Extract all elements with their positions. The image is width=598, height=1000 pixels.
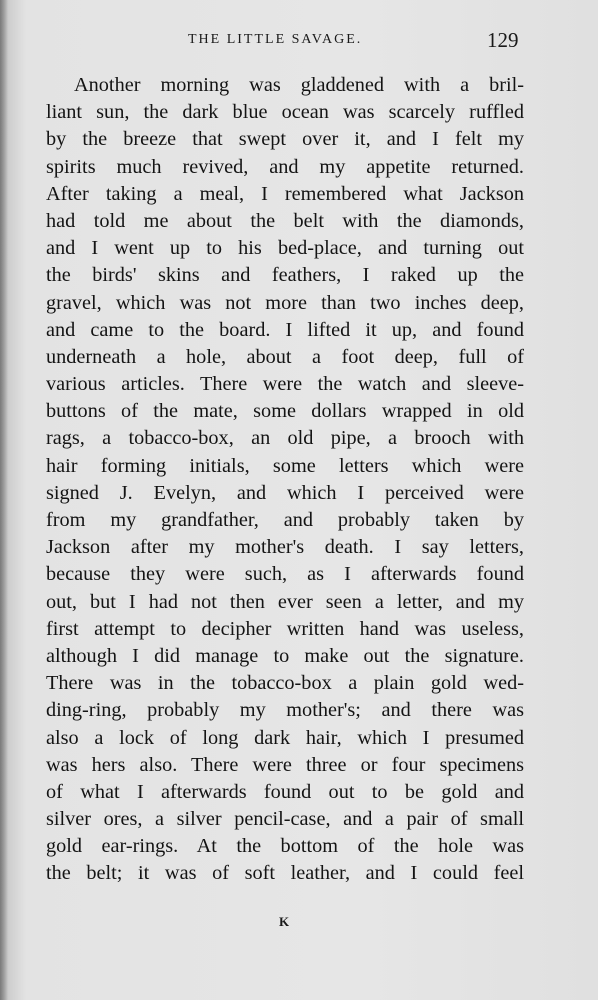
body-paragraph	[46, 72, 524, 888]
text-line: After taking a meal, I remembered what Jackson	[46, 182, 524, 205]
text-line: various articles. There were the watch and sleeve-	[46, 373, 524, 396]
text-line: the belt; it was of soft leather, and I could feel	[46, 862, 524, 885]
text-line: also a lock of long dark hair, which I presumed	[46, 726, 524, 749]
text-line: liant sun, the dark blue ocean was scarcely ruffled	[46, 101, 524, 124]
text-line: from my grandfather, and probably taken by	[46, 509, 524, 531]
text-line: and came to the board. I lifted it up, and found	[46, 318, 524, 341]
text-line: by the breeze that swept over it, and I felt my	[46, 128, 524, 151]
text-line: first attempt to decipher written hand was useless,	[46, 617, 524, 640]
text-line: spirits much revived, and my appetite returned.	[46, 155, 524, 178]
gutter-shadow	[0, 0, 8, 1000]
text-line: because they were such, as I afterwards found	[46, 563, 524, 586]
text-line: rags, a tobacco-box, an old pipe, a brooch with	[46, 427, 524, 450]
text-line: gold ear-rings. At the bottom of the hole was	[46, 835, 524, 858]
text-line: was hers also. There were three or four specimens	[46, 753, 524, 776]
text-line: although I did manage to make out the signature.	[46, 644, 524, 667]
text-line: Jackson after my mother's death. I say letters,	[46, 536, 524, 559]
text-line: the birds' skins and feathers, I raked up the	[46, 264, 524, 287]
text-line: signed J. Evelyn, and which I perceived were	[46, 481, 524, 504]
text-line: had told me about the belt with the diamonds,	[46, 209, 524, 232]
page-number: 129	[487, 28, 519, 52]
running-title: THE LITTLE SAVAGE.	[188, 32, 363, 47]
text-line: out, but I had not then ever seen a letter, and my	[46, 590, 524, 613]
text-line: and I went up to his bed-place, and turning out	[46, 237, 524, 260]
signature-mark: K	[279, 914, 290, 929]
text-line: buttons of the mate, some dollars wrapped in old	[46, 400, 524, 423]
text-line: hair forming initials, some letters which were	[46, 454, 524, 477]
text-line: of what I afterwards found out to be gold and	[46, 780, 524, 803]
text-line: Another morning was gladdened with a bril-	[74, 74, 524, 96]
page-header	[0, 28, 598, 54]
text-line: underneath a hole, about a foot deep, full of	[46, 345, 524, 368]
text-line: There was in the tobacco-box a plain gold wed-	[46, 672, 524, 695]
text-line: silver ores, a silver pencil-case, and a pair of small	[46, 808, 524, 831]
text-line: gravel, which was not more than two inches deep,	[46, 291, 524, 314]
text-line: ding-ring, probably my mother's; and there was	[46, 699, 524, 722]
